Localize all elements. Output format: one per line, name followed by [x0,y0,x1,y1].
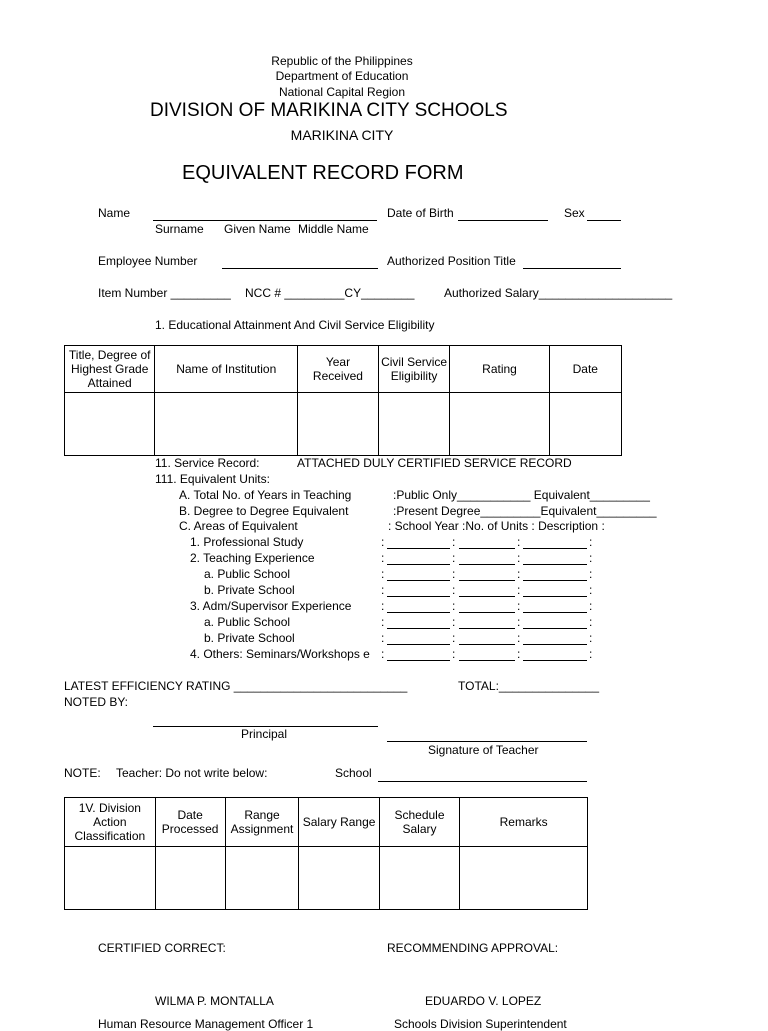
colon-separator: : [452,599,456,613]
row-private-school-2: b. Private School [204,631,295,645]
blank-line[interactable] [459,628,515,629]
dob-line[interactable] [458,220,548,221]
header-title-degree: Title, Degree of Highest Grade Attained [65,346,155,393]
city-line: MARIKINA CITY [290,127,394,143]
sex-label: Sex [564,206,585,220]
recommender-title: Schools Division Superintendent [394,1017,567,1031]
colon-separator: : [452,631,456,645]
table-cell[interactable] [155,847,225,910]
department-line: Department of Education [275,69,409,83]
certified-correct-label: CERTIFIED CORRECT: [98,941,226,955]
authorized-salary-label: Authorized Salary____________________ [444,286,673,300]
colon-separator: : [589,615,593,629]
table-cell[interactable] [65,393,155,456]
colon-separator: : [517,599,521,613]
blank-line[interactable] [523,564,587,565]
position-title-line[interactable] [523,268,621,269]
header-civil-service: Civil Service Eligibility [378,346,450,393]
colon-separator: : [517,631,521,645]
blank-line[interactable] [459,564,515,565]
colon-separator: : [589,599,593,613]
region-line: National Capital Region [278,85,406,99]
colon-separator: : [517,615,521,629]
table-cell[interactable] [460,847,588,910]
b-label: B. Degree to Degree Equivalent [179,504,349,518]
given-name-label: Given Name [224,222,291,236]
teacher-signature-label: Signature of Teacher [428,743,539,757]
blank-line[interactable] [387,628,450,629]
colon-separator: : [452,535,456,549]
blank-line[interactable] [523,548,587,549]
c-label: C. Areas of Equivalent [179,519,298,533]
colon-separator: : [589,535,593,549]
total-label: TOTAL:_______________ [458,679,600,693]
noted-by-label: NOTED BY: [64,695,129,709]
header-date-processed: Date Processed [155,798,225,847]
table-cell[interactable] [378,393,450,456]
row-professional-study: 1. Professional Study [190,535,304,549]
blank-line[interactable] [459,580,515,581]
table-cell[interactable] [225,847,299,910]
education-table [64,345,622,456]
colon-separator: : [517,535,521,549]
colon-separator: : [381,583,385,597]
blank-line[interactable] [459,548,515,549]
teacher-signature-line[interactable] [387,741,587,742]
a-label: A. Total No. of Years in Teaching [179,488,352,502]
blank-line[interactable] [459,612,515,613]
certifier-title: Human Resource Management Officer 1 [98,1017,314,1031]
name-line[interactable] [153,220,377,221]
division-action-table [64,797,588,910]
row-adm-supervisor: 3. Adm/Supervisor Experience [190,599,352,613]
blank-line[interactable] [459,596,515,597]
latest-efficiency-rating: LATEST EFFICIENCY RATING __________________________ [64,679,408,693]
colon-separator: : [589,631,593,645]
colon-separator: : [452,615,456,629]
colon-separator: : [381,535,385,549]
name-label: Name [98,206,131,220]
colon-separator: : [589,647,593,661]
colon-separator: : [452,567,456,581]
colon-separator: : [381,631,385,645]
blank-line[interactable] [387,596,450,597]
table-cell[interactable] [379,847,460,910]
blank-line[interactable] [523,628,587,629]
b-value: :Present Degree_________Equivalent_________ [393,504,657,518]
blank-line[interactable] [459,644,515,645]
surname-label: Surname [155,222,204,236]
colon-separator: : [381,615,385,629]
blank-line[interactable] [523,644,587,645]
colon-separator: : [381,647,385,661]
table-cell[interactable] [299,847,379,910]
service-record-value: ATTACHED DULY CERTIFIED SERVICE RECORD [297,456,572,470]
table-cell[interactable] [549,393,621,456]
service-record-label: 11. Service Record: [155,456,260,470]
position-title-label: Authorized Position Title [387,254,516,268]
table-cell[interactable] [298,393,379,456]
certifier-name: WILMA P. MONTALLA [155,994,274,1008]
blank-line[interactable] [387,564,450,565]
row-public-school: a. Public School [204,567,291,581]
blank-line[interactable] [459,660,515,661]
employee-number-label: Employee Number [98,254,198,268]
school-label: School [335,766,372,780]
c-value: : School Year :No. of Units : Description : [388,519,605,533]
table-cell[interactable] [450,393,549,456]
row-public-school-2: a. Public School [204,615,291,629]
sex-line[interactable] [587,220,621,221]
dob-label: Date of Birth [387,206,454,220]
colon-separator: : [517,567,521,581]
republic-line: Republic of the Philippines [271,54,413,68]
colon-separator: : [589,567,593,581]
row-others: 4. Others: Seminars/Workshops e [190,647,370,661]
header-date: Date [549,346,621,393]
colon-separator: : [452,647,456,661]
recommending-approval-label: RECOMMENDING APPROVAL: [387,941,559,955]
colon-separator: : [589,583,593,597]
principal-label: Principal [241,727,288,741]
blank-line[interactable] [387,612,450,613]
item-number-label: Item Number _________ [98,286,231,300]
table-cell[interactable] [155,393,298,456]
colon-separator: : [517,583,521,597]
blank-line[interactable] [387,660,450,661]
header-salary-range: Salary Range [299,798,379,847]
colon-separator: : [589,551,593,565]
recommender-name: EDUARDO V. LOPEZ [425,994,542,1008]
colon-separator: : [517,647,521,661]
colon-separator: : [452,551,456,565]
division-title: DIVISION OF MARIKINA CITY SCHOOLS [150,100,508,121]
employee-number-line[interactable] [222,268,378,269]
middle-name-label: Middle Name [298,222,369,236]
row-teaching-experience: 2. Teaching Experience [190,551,315,565]
colon-separator: : [517,551,521,565]
school-line[interactable] [378,781,587,782]
form-title: EQUIVALENT RECORD FORM [182,162,464,184]
colon-separator: : [381,567,385,581]
section1-heading: 1. Educational Attainment And Civil Service Eligibility [155,318,435,332]
header-schedule-salary: Schedule Salary [379,798,460,847]
ncc-label: NCC # _________CY________ [245,286,415,300]
table-cell[interactable] [65,847,156,910]
colon-separator: : [381,599,385,613]
blank-line[interactable] [387,644,450,645]
note-label: NOTE: [64,766,101,780]
blank-line[interactable] [523,596,587,597]
blank-line[interactable] [387,548,450,549]
header-remarks: Remarks [460,798,588,847]
header-year-received: Year Received [298,346,379,393]
note-text: Teacher: Do not write below: [116,766,268,780]
header-range-assignment: Range Assignment [225,798,299,847]
a-value: :Public Only___________ Equivalent_________ [393,488,650,502]
blank-line[interactable] [523,660,587,661]
blank-line[interactable] [387,580,450,581]
header-institution: Name of Institution [155,346,298,393]
blank-line[interactable] [523,612,587,613]
header-rating: Rating [450,346,549,393]
blank-line[interactable] [523,580,587,581]
header-division-action: 1V. Division Action Classification [65,798,156,847]
colon-separator: : [452,583,456,597]
colon-separator: : [381,551,385,565]
row-private-school: b. Private School [204,583,295,597]
equivalent-units-label: 111. Equivalent Units: [155,472,270,486]
